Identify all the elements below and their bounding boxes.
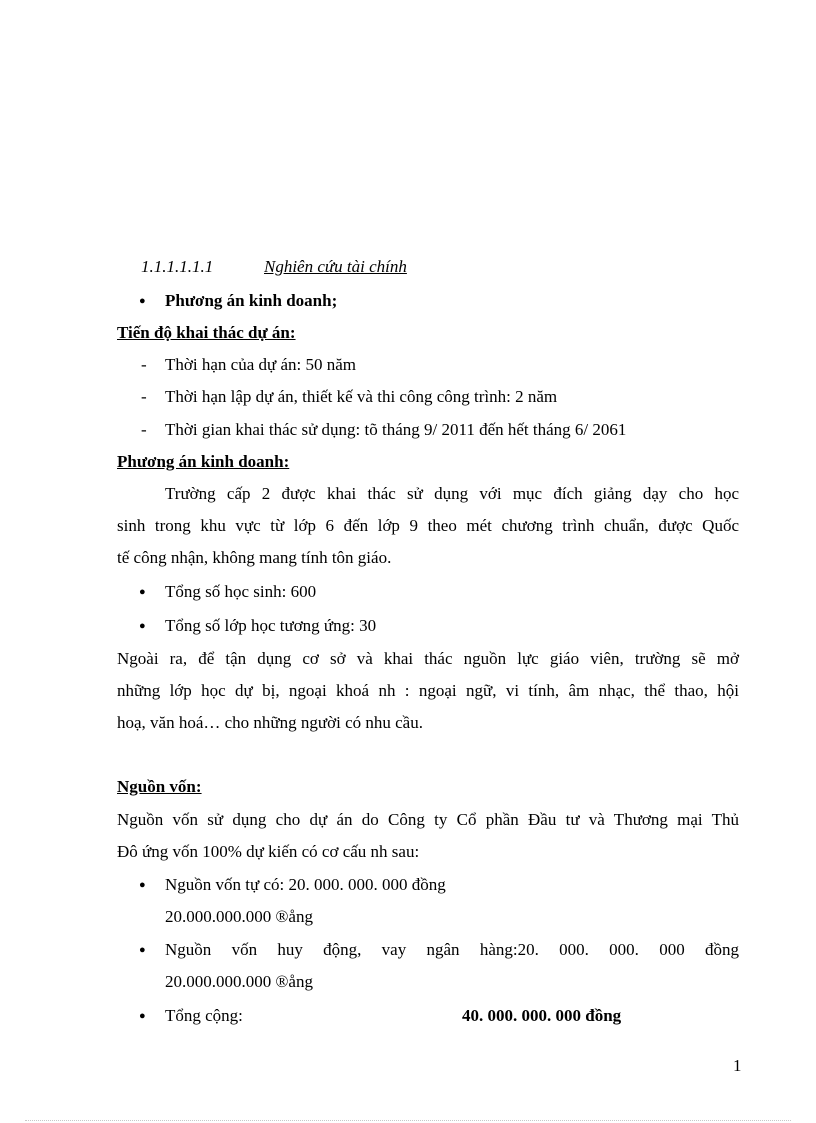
bullet-icon	[139, 615, 149, 639]
dash-marker: -	[141, 387, 147, 406]
business-plan-bullet: Phương án kinh doanh;	[165, 291, 338, 310]
paragraph-line: Ngoài ra, để tận dụng cơ sở và khai thác nguồn lực giáo viên, trường sẽ mở	[117, 649, 739, 668]
own-capital-label: Nguồn vốn tự có: 20. 000. 000. 000 đồng	[165, 875, 446, 894]
bullet-icon	[139, 874, 149, 898]
capital-heading: Nguồn vốn:	[117, 777, 202, 796]
own-capital-note: 20.000.000.000 ®ång	[165, 907, 313, 926]
schedule-item: Thời gian khai thác sử dụng: tõ tháng 9/ 2011 đến hết tháng 6/ 2061	[165, 420, 627, 439]
dash-marker: -	[141, 420, 147, 439]
bullet-icon	[139, 939, 149, 963]
paragraph-line: những lớp học dự bị, ngoại khoá nh : ngoại ngữ, vi tính, âm nhạc, thể thao, hội	[117, 681, 739, 700]
business-plan-heading: Phương án kinh doanh:	[117, 452, 290, 471]
page-number: 1	[733, 1056, 742, 1075]
total-amount: 40. 000. 000. 000 đồng	[462, 1006, 622, 1025]
section-title: Nghiên cứu tài chính	[264, 257, 407, 276]
paragraph-line: Trường cấp 2 được khai thác sử dụng với mục đích giảng dạy cho học	[165, 484, 739, 503]
total-label: Tổng cộng:	[165, 1006, 243, 1025]
schedule-item: Thời hạn lập dự án, thiết kế và thi công công trình: 2 năm	[165, 387, 558, 406]
bullet-icon	[139, 290, 149, 314]
section-heading	[117, 256, 739, 278]
loan-capital-label: Nguồn vốn huy động, vay ngân hàng:20. 000. 000. 000 đồng	[165, 940, 739, 959]
dash-marker: -	[141, 355, 147, 374]
section-number: 1.1.1.1.1.1	[141, 257, 214, 276]
class-count: Tổng số lớp học tương ứng: 30	[165, 616, 377, 635]
footer-divider	[25, 1120, 791, 1121]
student-count: Tổng số học sinh: 600	[165, 582, 317, 601]
paragraph-line: sinh trong khu vực từ lớp 6 đến lớp 9 theo mét chương trình chuẩn, được Quốc	[117, 516, 739, 535]
bullet-icon	[139, 581, 149, 605]
schedule-heading: Tiến độ khai thác dự án:	[117, 323, 296, 342]
paragraph-line: tế công nhận, không mang tính tôn giáo.	[117, 548, 392, 567]
paragraph-line: hoạ, văn hoá… cho những người có nhu cầu.	[117, 713, 423, 732]
bullet-icon	[139, 1005, 149, 1029]
loan-capital-note: 20.000.000.000 ®ång	[165, 972, 313, 991]
paragraph-line: Đô ứng vốn 100% dự kiến có cơ cấu nh sau:	[117, 842, 420, 861]
schedule-item: Thời hạn của dự án: 50 năm	[165, 355, 356, 374]
paragraph-line: Nguồn vốn sử dụng cho dự án do Công ty Cổ phần Đầu tư và Thương mại Thủ	[117, 810, 739, 829]
